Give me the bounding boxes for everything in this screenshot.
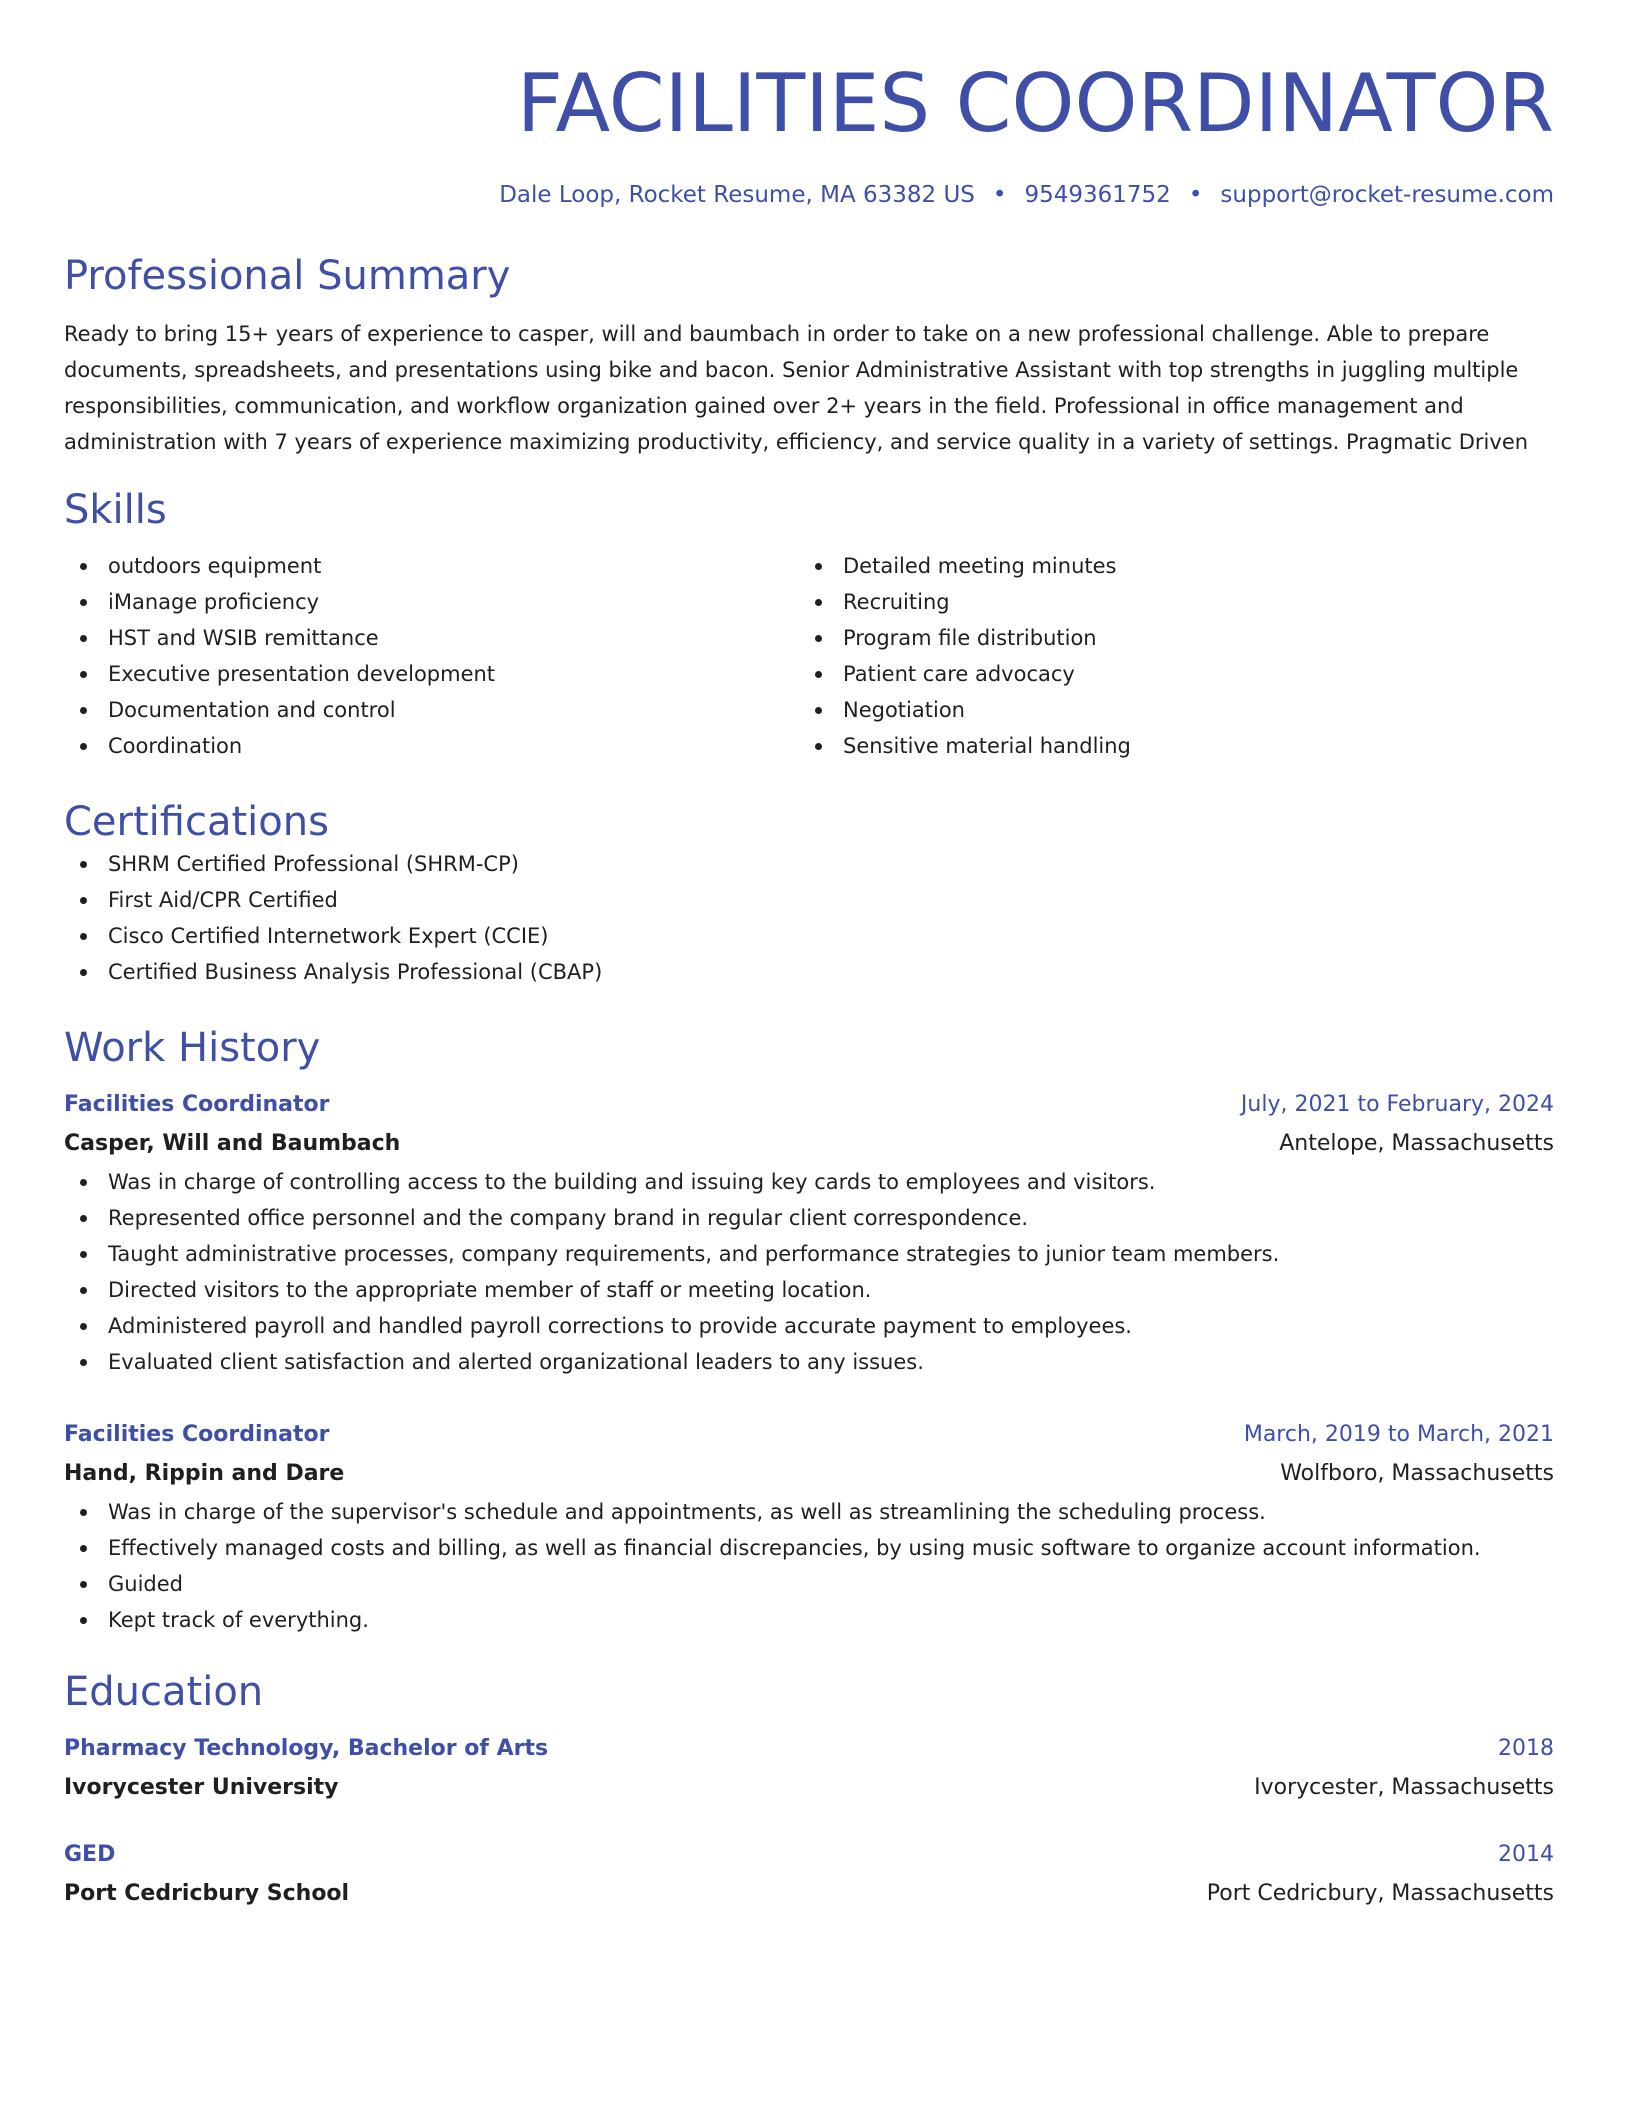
job-header: [64, 1416, 1554, 1454]
job-role: Facilities Coordinator: [64, 1422, 330, 1447]
job-header: [64, 1086, 1554, 1124]
resume-header: [64, 56, 1554, 210]
skill-item: Recruiting: [799, 584, 1534, 620]
certification-item: Cisco Certified Internetwork Expert (CCIE): [64, 918, 1554, 954]
job-bullet: Effectively managed costs and billing, as well as financial discrepancies, by using music software to organize account information.: [64, 1530, 1554, 1566]
job-bullet: Was in charge of controlling access to the building and issuing key cards to employees and visitors.: [64, 1164, 1554, 1200]
skills-grid: [64, 548, 1554, 764]
phone-text: 9549361752: [1024, 182, 1171, 208]
job-subheader: [64, 1454, 1554, 1494]
job-bullets: [64, 1494, 1554, 1638]
certifications-list: [64, 846, 1554, 990]
skill-item: Coordination: [64, 728, 799, 764]
skill-item: Sensitive material handling: [799, 728, 1534, 764]
skill-item: Negotiation: [799, 692, 1534, 728]
education-subheader: [64, 1768, 1554, 1808]
skill-item: Executive presentation development: [64, 656, 799, 692]
skill-item: Program file distribution: [799, 620, 1534, 656]
education-location: Ivorycester, Massachusetts: [1254, 1775, 1554, 1800]
email-link[interactable]: support@rocket-resume.com: [1220, 182, 1554, 208]
education-degree: Pharmacy Technology, Bachelor of Arts: [64, 1736, 549, 1761]
skills-heading: Skills: [64, 487, 167, 533]
job-dates: March, 2019 to March, 2021: [1243, 1422, 1554, 1447]
summary-heading: Professional Summary: [64, 253, 511, 299]
certification-item: SHRM Certified Professional (SHRM-CP): [64, 846, 1554, 882]
skill-item: Documentation and control: [64, 692, 799, 728]
education-header: [64, 1836, 1554, 1874]
job-bullet: Directed visitors to the appropriate member of staff or meeting location.: [64, 1272, 1554, 1308]
education-location: Port Cedricbury, Massachusetts: [1206, 1881, 1554, 1906]
job-entry: [64, 1416, 1554, 1638]
skills-column-right: [799, 548, 1534, 764]
job-entry: [64, 1086, 1554, 1380]
education-entry: [64, 1730, 1554, 1808]
job-bullet: Represented office personnel and the company brand in regular client correspondence.: [64, 1200, 1554, 1236]
skill-item: outdoors equipment: [64, 548, 799, 584]
education-degree: GED: [64, 1842, 116, 1867]
job-bullets: [64, 1164, 1554, 1380]
job-subheader: [64, 1124, 1554, 1164]
skill-item: Detailed meeting minutes: [799, 548, 1534, 584]
job-company: Casper, Will and Baumbach: [64, 1131, 401, 1156]
education-heading: Education: [64, 1669, 264, 1715]
job-bullet: Was in charge of the supervisor's schedule and appointments, as well as streamlining the scheduling process.: [64, 1494, 1554, 1530]
candidate-title: FACILITIES COORDINATOR: [516, 57, 1554, 150]
job-bullet: Guided: [64, 1566, 1554, 1602]
education-school: Ivorycester University: [64, 1775, 339, 1800]
certification-item: First Aid/CPR Certified: [64, 882, 1554, 918]
education-header: [64, 1730, 1554, 1768]
work-history-heading: Work History: [64, 1025, 321, 1071]
job-bullet: Evaluated client satisfaction and alerted organizational leaders to any issues.: [64, 1344, 1554, 1380]
certification-item: Certified Business Analysis Professional (CBAP): [64, 954, 1554, 990]
job-company: Hand, Rippin and Dare: [64, 1461, 345, 1486]
job-dates: July, 2021 to February, 2024: [1240, 1092, 1554, 1117]
job-location: Antelope, Massachusetts: [1279, 1131, 1554, 1156]
address-text: Dale Loop, Rocket Resume, MA 63382 US: [499, 182, 975, 208]
contact-separator: •: [992, 182, 1007, 208]
job-bullet: Taught administrative processes, company requirements, and performance strategies to junior team members.: [64, 1236, 1554, 1272]
job-bullet: Administered payroll and handled payroll corrections to provide accurate payment to employees.: [64, 1308, 1554, 1344]
job-bullet: Kept track of everything.: [64, 1602, 1554, 1638]
summary-text: Ready to bring 15+ years of experience to casper, will and baumbach in order to take on a new professional challenge. Able to prepare documents, spreadsheets, and presentations using bike and bacon. Senior Administrative Assistant with top strengths in juggling multiple responsibilities, communication, and workflow organization gained over 2+ years in the field. Professional in office management and administration with 7 years of experience maximizing productivity, efficiency, and service quality in a variety of settings. Pragmatic Driven: [64, 322, 1529, 454]
skill-item: iManage proficiency: [64, 584, 799, 620]
education-entry: [64, 1836, 1554, 1914]
resume-page: [64, 0, 1554, 1914]
education-subheader: [64, 1874, 1554, 1914]
skill-item: HST and WSIB remittance: [64, 620, 799, 656]
skill-item: Patient care advocacy: [799, 656, 1534, 692]
education-year: 2014: [1498, 1842, 1554, 1867]
job-role: Facilities Coordinator: [64, 1092, 330, 1117]
certifications-heading: Certifications: [64, 799, 329, 845]
education-school: Port Cedricbury School: [64, 1881, 350, 1906]
contact-separator: •: [1188, 182, 1203, 208]
job-location: Wolfboro, Massachusetts: [1280, 1461, 1554, 1486]
skills-column-left: [64, 548, 799, 764]
education-year: 2018: [1498, 1736, 1554, 1761]
contact-line: [64, 180, 1554, 210]
